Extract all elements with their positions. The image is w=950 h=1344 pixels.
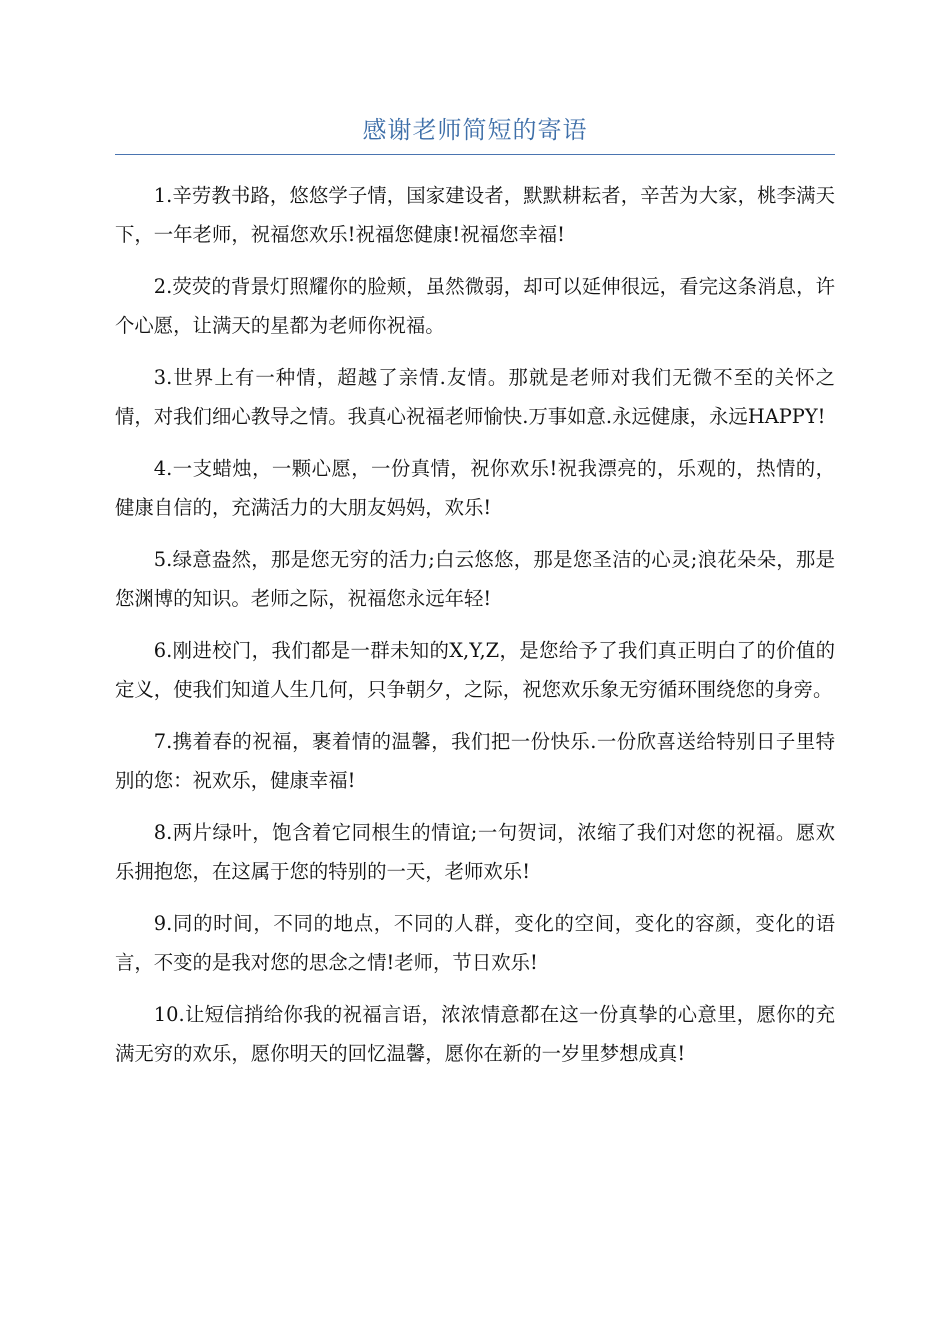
- paragraph-7: 7.携着春的祝福，裹着情的温馨，我们把一份快乐.一份欣喜送给特别日子里特别的您：祝欢乐，健康幸福!: [115, 730, 835, 792]
- paragraph-9: 9.同的时间，不同的地点，不同的人群，变化的空间，变化的容颜，变化的语言，不变的是我对您的思念之情!老师，节日欢乐!: [115, 912, 835, 974]
- paragraph-2: 2.荧荧的背景灯照耀你的脸颊，虽然微弱，却可以延伸很远，看完这条消息，许个心愿，让满天的星都为老师你祝福。: [115, 275, 835, 337]
- paragraph-6: 6.刚进校门，我们都是一群未知的X,Y,Z，是您给予了我们真正明白了的价值的定义，使我们知道人生几何，只争朝夕，之际，祝您欢乐象无穷循环围绕您的身旁。: [115, 639, 835, 701]
- paragraph-3: 3.世界上有一种情，超越了亲情.友情。那就是老师对我们无微不至的关怀之情，对我们细心教导之情。我真心祝福老师愉快.万事如意.永远健康，永远HAPPY!: [115, 366, 835, 428]
- paragraph-8: 8.两片绿叶，饱含着它同根生的情谊;一句贺词，浓缩了我们对您的祝福。愿欢乐拥抱您，在这属于您的特别的一天，老师欢乐!: [115, 821, 835, 883]
- document-title: 感谢老师简短的寄语: [362, 116, 588, 144]
- document-body: [115, 177, 835, 1073]
- document-page: [115, 112, 835, 1087]
- paragraph-10: 10.让短信捎给你我的祝福言语，浓浓情意都在这一份真挚的心意里，愿你的充满无穷的欢乐，愿你明天的回忆温馨，愿你在新的一岁里梦想成真!: [115, 1003, 835, 1065]
- paragraph-1: 1.辛劳教书路，悠悠学子情，国家建设者，默默耕耘者，辛苦为大家，桃李满天下，一年老师，祝福您欢乐!祝福您健康!祝福您幸福!: [115, 184, 835, 246]
- title-underline: [115, 154, 835, 155]
- paragraph-5: 5.绿意盎然，那是您无穷的活力;白云悠悠，那是您圣洁的心灵;浪花朵朵，那是您渊博的知识。老师之际，祝福您永远年轻!: [115, 548, 835, 610]
- paragraph-4: 4.一支蜡烛，一颗心愿，一份真情，祝你欢乐!祝我漂亮的，乐观的，热情的，健康自信的，充满活力的大朋友妈妈，欢乐!: [115, 457, 835, 519]
